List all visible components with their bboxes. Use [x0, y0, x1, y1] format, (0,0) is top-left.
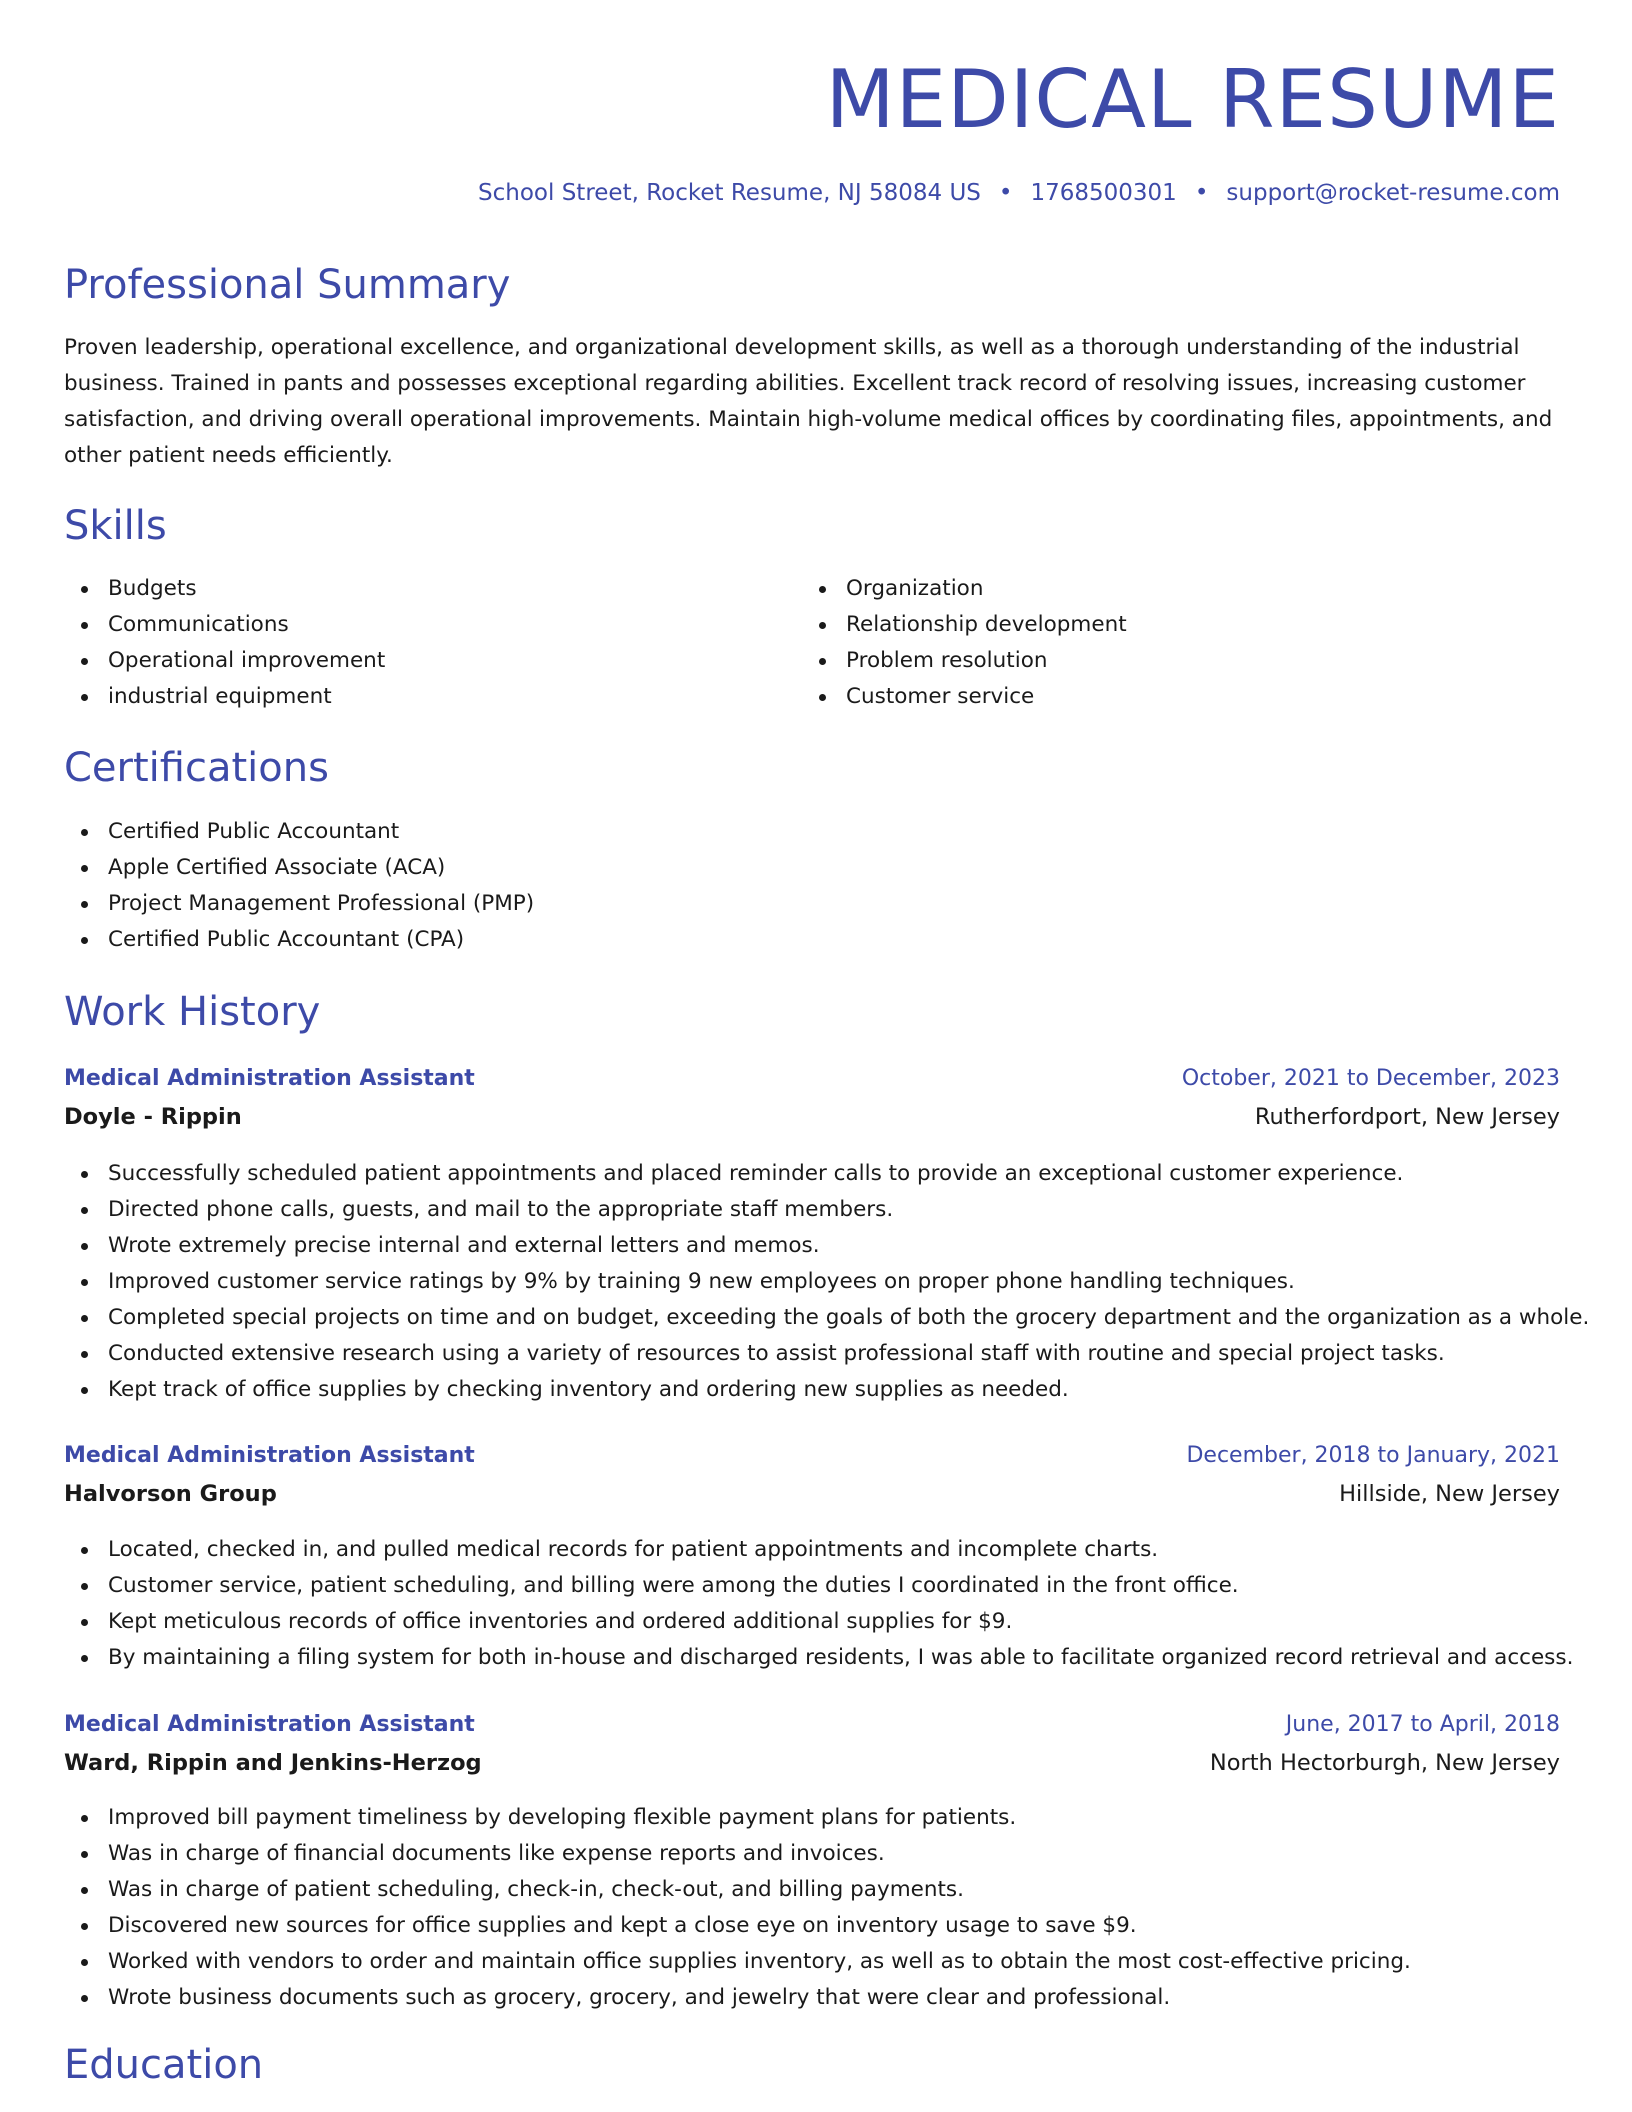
job-dates: June, 2017 to April, 2018 — [1285, 1712, 1560, 1737]
list-item: industrial equipment — [64, 679, 385, 715]
list-item: Kept meticulous records of office inventories and ordered additional supplies for $9. — [64, 1604, 1573, 1640]
job-company: Halvorson Group — [64, 1481, 277, 1507]
list-item: Certified Public Accountant (CPA) — [64, 922, 534, 958]
bullet-icon — [81, 1923, 88, 1930]
job-dates: December, 2018 to January, 2021 — [1186, 1443, 1560, 1468]
bullet-icon — [81, 937, 88, 944]
job-company: Doyle - Rippin — [64, 1104, 242, 1130]
job-subheader — [64, 1481, 1560, 1519]
bullet-icon — [81, 1279, 88, 1286]
job-location: Hillside, New Jersey — [1339, 1481, 1560, 1507]
contact-phone: 1768500301 — [1030, 180, 1177, 206]
bullet-icon — [81, 1619, 88, 1626]
bullet-icon — [81, 694, 88, 701]
bullet-icon — [81, 1243, 88, 1250]
list-item: Customer service, patient scheduling, and billing were among the duties I coordinated in the front office. — [64, 1568, 1573, 1604]
summary-text: Proven leadership, operational excellence, and organizational development skills, as well as a thorough understanding of the industrial business. Trained in pants and possesses exceptional regarding abilities. Excellent track record of resolving issues, increasing customer satisfaction, and driving overall operational improvements. Maintain high-volume medical offices by coordinating files, appointments, and other patient needs efficiently. — [64, 335, 1553, 468]
bullet-icon — [819, 694, 826, 701]
bullet-icon — [81, 1547, 88, 1554]
job-dates: October, 2021 to December, 2023 — [1181, 1066, 1560, 1091]
list-item: Directed phone calls, guests, and mail to the appropriate staff members. — [64, 1192, 1589, 1228]
education-heading: Education — [64, 2042, 264, 2088]
contact-email: support@rocket-resume.com — [1226, 180, 1560, 206]
job-header — [64, 1066, 1560, 1104]
job-header — [64, 1712, 1560, 1750]
list-item: Wrote business documents such as grocery, grocery, and jewelry that were clear and professional. — [64, 1980, 1411, 2016]
bullet-icon — [81, 829, 88, 836]
job-title: Medical Administration Assistant — [64, 1712, 475, 1737]
bullet-icon — [81, 1351, 88, 1358]
list-item: Budgets — [64, 571, 385, 607]
bullet-icon — [81, 1851, 88, 1858]
list-item: Communications — [64, 607, 385, 643]
bullet-icon — [81, 1815, 88, 1822]
list-item: Located, checked in, and pulled medical records for patient appointments and incomplete charts. — [64, 1532, 1573, 1568]
bullet-icon — [81, 586, 88, 593]
job-location: North Hectorburgh, New Jersey — [1209, 1750, 1560, 1776]
bullet-icon — [81, 1315, 88, 1322]
contact-separator: • — [1194, 180, 1209, 206]
list-item: Was in charge of patient scheduling, check-in, check-out, and billing payments. — [64, 1872, 1411, 1908]
job-subheader — [64, 1104, 1560, 1142]
job-company: Ward, Rippin and Jenkins-Herzog — [64, 1750, 482, 1776]
bullet-icon — [819, 658, 826, 665]
bullet-icon — [819, 622, 826, 629]
bullet-icon — [81, 1655, 88, 1662]
summary-heading: Professional Summary — [64, 262, 511, 308]
bullet-icon — [81, 1207, 88, 1214]
job-subheader — [64, 1750, 1560, 1788]
list-item: By maintaining a filing system for both in-house and discharged residents, I was able to facilitate organized record retrieval and access. — [64, 1640, 1573, 1676]
certifications-heading: Certifications — [64, 745, 329, 791]
bullet-icon — [81, 1959, 88, 1966]
contact-address: School Street, Rocket Resume, NJ 58084 US — [478, 180, 981, 206]
list-item: Wrote extremely precise internal and external letters and memos. — [64, 1228, 1589, 1264]
list-item: Discovered new sources for office supplies and kept a close eye on inventory usage to save $9. — [64, 1908, 1411, 1944]
list-item: Operational improvement — [64, 643, 385, 679]
list-item: Project Management Professional (PMP) — [64, 886, 534, 922]
bullet-icon — [81, 865, 88, 872]
bullet-icon — [819, 586, 826, 593]
skills-list-left — [64, 571, 385, 715]
bullet-icon — [81, 901, 88, 908]
list-item: Problem resolution — [802, 643, 1127, 679]
resume-name: MEDICAL RESUME — [825, 53, 1560, 146]
bullet-icon — [81, 658, 88, 665]
list-item: Apple Certified Associate (ACA) — [64, 850, 534, 886]
work-history-heading: Work History — [64, 989, 321, 1035]
bullet-icon — [81, 622, 88, 629]
list-item: Customer service — [802, 679, 1127, 715]
list-item: Relationship development — [802, 607, 1127, 643]
list-item: Improved bill payment timeliness by developing flexible payment plans for patients. — [64, 1800, 1411, 1836]
bullet-icon — [81, 1583, 88, 1590]
job-bullets — [64, 1532, 1573, 1676]
contact-separator: • — [998, 180, 1013, 206]
job-header — [64, 1443, 1560, 1481]
job-location: Rutherfordport, New Jersey — [1254, 1104, 1560, 1130]
bullet-icon — [81, 1387, 88, 1394]
list-item: Improved customer service ratings by 9% by training 9 new employees on proper phone handling techniques. — [64, 1264, 1589, 1300]
bullet-icon — [81, 1995, 88, 2002]
bullet-icon — [81, 1887, 88, 1894]
list-item: Was in charge of financial documents like expense reports and invoices. — [64, 1836, 1411, 1872]
list-item: Worked with vendors to order and maintain office supplies inventory, as well as to obtain the most cost-effective pricing. — [64, 1944, 1411, 1980]
job-title: Medical Administration Assistant — [64, 1066, 475, 1091]
list-item: Certified Public Accountant — [64, 814, 534, 850]
list-item: Kept track of office supplies by checking inventory and ordering new supplies as needed. — [64, 1372, 1589, 1408]
list-item: Completed special projects on time and on budget, exceeding the goals of both the grocery department and the organization as a whole. — [64, 1300, 1589, 1336]
job-title: Medical Administration Assistant — [64, 1443, 475, 1468]
skills-heading: Skills — [64, 503, 167, 549]
list-item: Conducted extensive research using a variety of resources to assist professional staff with routine and special project tasks. — [64, 1336, 1589, 1372]
list-item: Organization — [802, 571, 1127, 607]
bullet-icon — [81, 1171, 88, 1178]
list-item: Successfully scheduled patient appointments and placed reminder calls to provide an exceptional customer experience. — [64, 1156, 1589, 1192]
job-bullets — [64, 1156, 1589, 1408]
contact-line — [478, 180, 1560, 206]
certifications-list — [64, 814, 534, 958]
skills-list-right — [802, 571, 1127, 715]
job-bullets — [64, 1800, 1411, 2016]
